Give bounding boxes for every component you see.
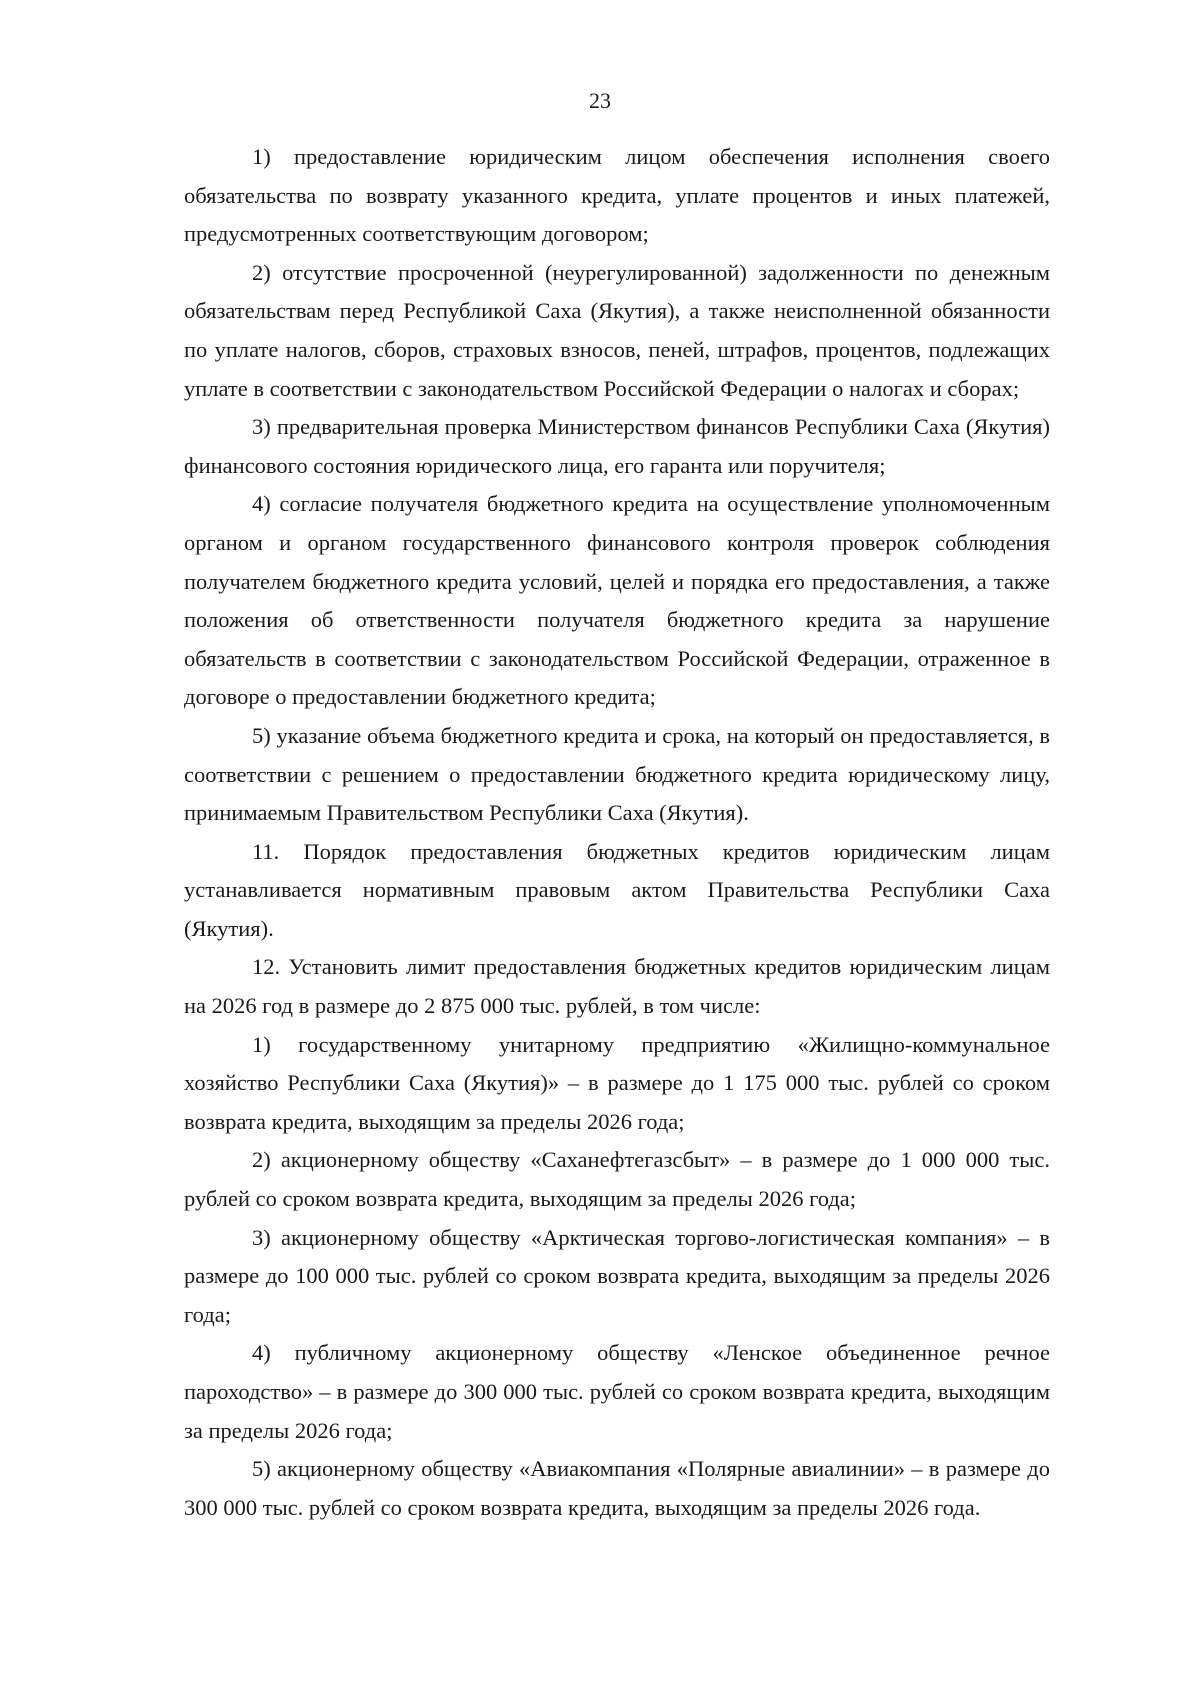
paragraph-condition-3: 3) предварительная проверка Министерством финансов Республики Саха (Якутия) финансового состояния юридического лица, его гаранта или поручителя; — [184, 414, 1050, 478]
document-body — [184, 138, 1050, 1527]
paragraph-limit-1: 1) государственному унитарному предприятию «Жилищно-коммунальное хозяйство Республики Саха (Якутия)» – в размере до 1 175 000 тыс. рублей со сроком возврата кредита, выходящим за пределы 2026 года; — [184, 1031, 1050, 1134]
paragraph-limit-3: 3) акционерному обществу «Арктическая торгово-логистическая компания» – в размере до 100 000 тыс. рублей со сроком возврата кредита, выходящим за пределы 2026 года; — [184, 1224, 1050, 1327]
paragraph-condition-2: 2) отсутствие просроченной (неурегулированной) задолженности по денежным обязательствам перед Республикой Саха (Якутия), а также неисполненной обязанности по уплате налогов, сборов, страховых взносов, пеней, штрафов, процентов, подлежащих уплате в соответствии с законодательством Российской Федерации о налогах и сборах; — [184, 259, 1050, 401]
paragraph-limit-2: 2) акционерному обществу «Саханефтегазсбыт» – в размере до 1 000 000 тыс. рублей со сроком возврата кредита, выходящим за пределы 2026 года; — [184, 1147, 1050, 1212]
paragraph-limit-4: 4) публичному акционерному обществу «Ленское объединенное речное пароходство» – в размере до 300 000 тыс. рублей со сроком возврата кредита, выходящим за пределы 2026 года; — [184, 1340, 1050, 1443]
paragraph-limit-5: 5) акционерному обществу «Авиакомпания «Полярные авиалинии» – в размере до 300 000 тыс. рублей со сроком возврата кредита, выходящим за пределы 2026 года. — [184, 1456, 1050, 1520]
paragraph-condition-5: 5) указание объема бюджетного кредита и срока, на который он предоставляется, в соответствии с решением о предоставлении бюджетного кредита юридическому лицу, принимаемым Правительством Республики Саха (Якутия). — [184, 722, 1050, 826]
paragraph-clause-11: 11. Порядок предоставления бюджетных кредитов юридическим лицам устанавливается нормативным правовым актом Правительства Республики Саха (Якутия). — [184, 838, 1050, 941]
page-number: 23 — [589, 88, 611, 113]
paragraph-clause-12: 12. Установить лимит предоставления бюджетных кредитов юридическим лицам на 2026 год в размере до 2 875 000 тыс. рублей, в том числе: — [184, 954, 1050, 1019]
paragraph-condition-1: 1) предоставление юридическим лицом обеспечения исполнения своего обязательства по возврату указанного кредита, уплате процентов и иных платежей, предусмотренных соответствующим договором; — [184, 144, 1050, 247]
paragraph-condition-4: 4) согласие получателя бюджетного кредита на осуществление уполномоченным органом и органом государственного финансового контроля проверок соблюдения получателем бюджетного кредита условий, целей и порядка его предоставления, а также положения об ответственности получателя бюджетного кредита за нарушение обязательств в соответствии с законодательством Российской Федерации, отраженное в договоре о предоставлении бюджетного кредита; — [184, 491, 1050, 710]
